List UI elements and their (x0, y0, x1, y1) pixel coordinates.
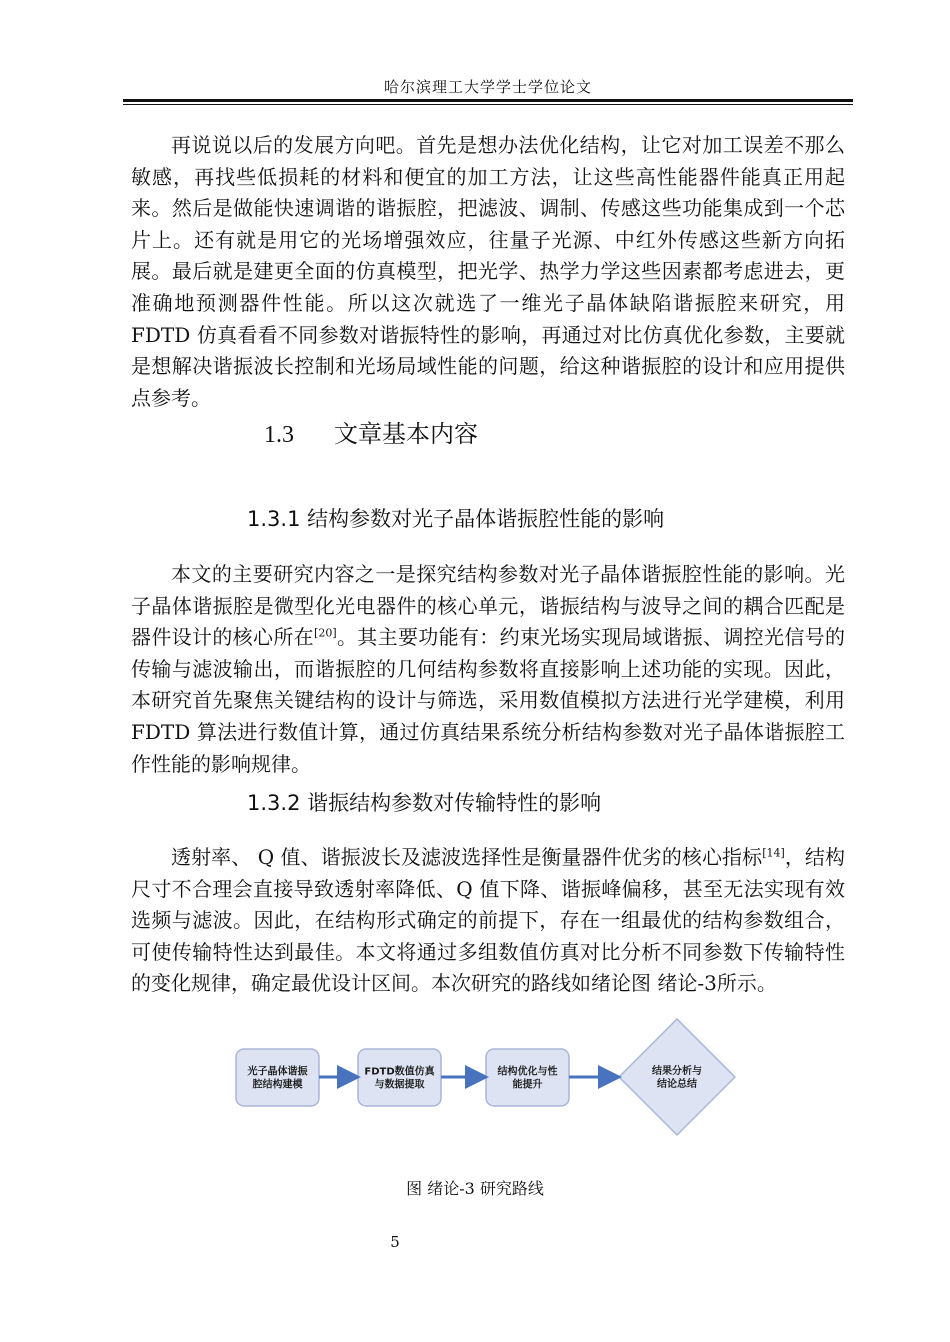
paragraph-structure-parameters (131, 559, 845, 780)
paragraph-text: 。其主要功能有：约束光场实现局域谐振、调控光信号的传输与滤波输出，而谐振腔的几何结构参数将直接影响上述功能的实现。因此，本研究首先聚焦关键结构的设计与筛选，采用数值模拟方法进行光学建模，利用 FDTD 算法进行数值计算，通过仿真结果系统分析结构参数对光子晶体谐振腔工作性能的影响规律。 (131, 625, 846, 776)
flow-step-label: 结果分析与 (652, 1066, 702, 1077)
header-rule-thin (123, 104, 853, 105)
running-header: 哈尔滨理工大学学士学位论文 (383, 78, 592, 96)
flow-step-4 (619, 1019, 735, 1135)
paragraph-future-directions: 再说说以后的发展方向吧。首先是想办法优化结构，让它对加工误差不那么敏感，再找些低损耗的材料和便宜的加工方法，让这些高性能器件能真正用起来。然后是做能快速调谐的谐振腔，把滤波、调制、传感这些功能集成到一个芯片上。还有就是用它的光场增强效应，往量子光源、中红外传感这些新方向拓展。最后就是建更全面的仿真模型，把光学、热学力学这些因素都考虑进去，更准确地预测器件性能。所以这次就选了一维光子晶体缺陷谐振腔来研究，用 FDTD 仿真看看不同参数对谐振特性的影响，再通过对比仿真优化参数，主要就是想解决谐振波长控制和光场局域性能的问题，给这种谐振腔的设计和应用提供点参考。 (131, 133, 845, 410)
flow-step-3 (486, 1049, 569, 1106)
figure-caption: 图 绪论-3 研究路线 (406, 1179, 544, 1198)
paragraph-text: ，结构尺寸不合理会直接导致透射率降低、Q 值下降、谐振峰偏移，甚至无法实现有效选频与滤波。因此，在结构形式确定的前提下，存在一组最优的结构参数组合，可使传输特性达到最佳。本文将通过多组数值仿真对比分析不同参数下传输特性的变化规律，确定最优设计区间。本次研究的路线如绪论图 绪论-3所示。 (131, 845, 845, 996)
subsection-heading-2: 1.3.2 谐振结构参数对传输特性的影响 (247, 791, 602, 815)
page-number: 5 (390, 1233, 400, 1251)
paragraph-transmission (131, 842, 845, 1000)
flow-step-1 (236, 1049, 319, 1106)
flow-step-label: 能提升 (512, 1079, 543, 1091)
header-rule-thick (123, 99, 853, 102)
subsection-heading-1: 1.3.1 结构参数对光子晶体谐振腔性能的影响 (247, 507, 665, 531)
research-route-flowchart (230, 1018, 750, 1138)
flow-step-label: 结论总结 (657, 1079, 697, 1090)
citation-ref: [14] (762, 846, 785, 860)
flow-step-label: FDTD数值仿真 (364, 1066, 435, 1078)
flow-step-label: 光子晶体谐振 (247, 1066, 308, 1078)
flow-step-label: 与数据提取 (374, 1079, 425, 1091)
flow-step-label: 腔结构建模 (252, 1079, 303, 1091)
paragraph-text: 本文的主要研究内容之一是探究结构参数对光子晶体谐振腔性能的影响。光子晶体谐振腔是微型化光电器件的核心单元，谐振结构与波导之间的耦合匹配是器件设计的核心所在 (131, 562, 845, 650)
paragraph-text: 透射率、 Q 值、谐振波长及滤波选择性是衡量器件优劣的核心指标 (171, 845, 763, 869)
flow-step-2 (358, 1049, 441, 1106)
flow-step-label: 结构优化与性 (497, 1066, 558, 1078)
citation-ref: [20] (314, 626, 337, 640)
section-title: 文章基本内容 (334, 420, 478, 448)
section-number: 1.3 (264, 422, 294, 448)
section-heading (264, 414, 478, 449)
